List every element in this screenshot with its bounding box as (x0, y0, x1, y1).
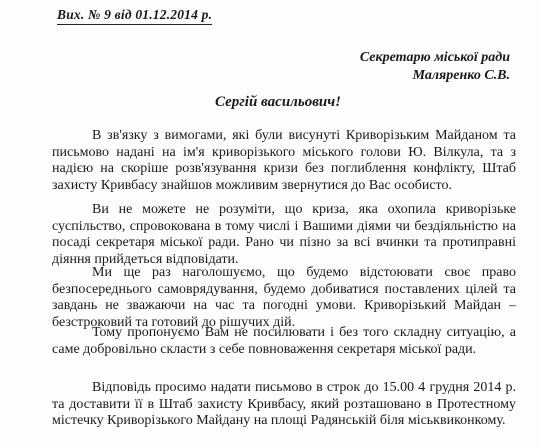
addressee-block (360, 49, 510, 85)
text-line: містечку Криворізького Майдану на площі Радянській біля міськвиконкому. (52, 413, 506, 428)
text-line: безпосереднього самоврядування, будемо добиватися поставлених цілей та (52, 281, 516, 297)
text-line: Тому пропонуємо Вам не посилювати і без того складну ситуацію, а (92, 325, 516, 340)
text-line: Ви не можете не розуміти, що криза, яка охопила криворізьке (92, 202, 516, 217)
text-line: захисту Кривбасу знайшов можливим звернутися до Вас особисто. (52, 177, 452, 193)
addressee-name: Маляренко С.В. (412, 68, 510, 83)
text-line: безстроковий та готовий до рішучих дій. (52, 314, 296, 330)
text-line: посаді секретаря міської ради. Рано чи пізно за всі вчинки та протиправні (52, 235, 516, 250)
paragraph-demands (52, 128, 516, 194)
outgoing-number: Вих. № 9 від 01.12.2014 р. (57, 7, 212, 25)
paragraph-response-request (52, 380, 516, 430)
paragraph-crisis (52, 202, 516, 268)
text-line: В зв'язку з вимогами, які були висунуті Криворізьким Майданом та (92, 128, 516, 143)
text-line: надією на скоріше розв'язування кризи без поглиблення конфлікту, Штаб (52, 161, 516, 176)
text-line: завдань не зважаючи на час та погодні умови. Криворізький Майдан – (52, 298, 516, 313)
text-line: письмово надані на ім'я криворізького міського голови Ю. Вілкула, та з (52, 144, 516, 160)
text-line: саме добровільно скласти з себе повноваження секретаря міської ради. (52, 341, 477, 357)
text-line: суспільство, спровокована в тому числі і Вашими діями чи бездіяльністю на (52, 218, 516, 234)
text-line: Відповідь просимо надати письмово в строк до 15.00 4 грудня 2014 р. (92, 380, 516, 395)
text-line: Ми ще раз наголошуємо, що будемо відстоювати своє право (92, 265, 516, 280)
paragraph-proposal (52, 325, 516, 358)
paragraph-self-government (52, 265, 516, 331)
addressee-title: Секретарю міської ради (359, 50, 510, 65)
salutation: Сергій васильович! (215, 94, 341, 110)
text-line: діяння прийдеться відповідати. (52, 251, 239, 267)
text-line: та доставити її в Штаб захисту Кривбасу, який розташовано в Протестному (52, 396, 516, 412)
